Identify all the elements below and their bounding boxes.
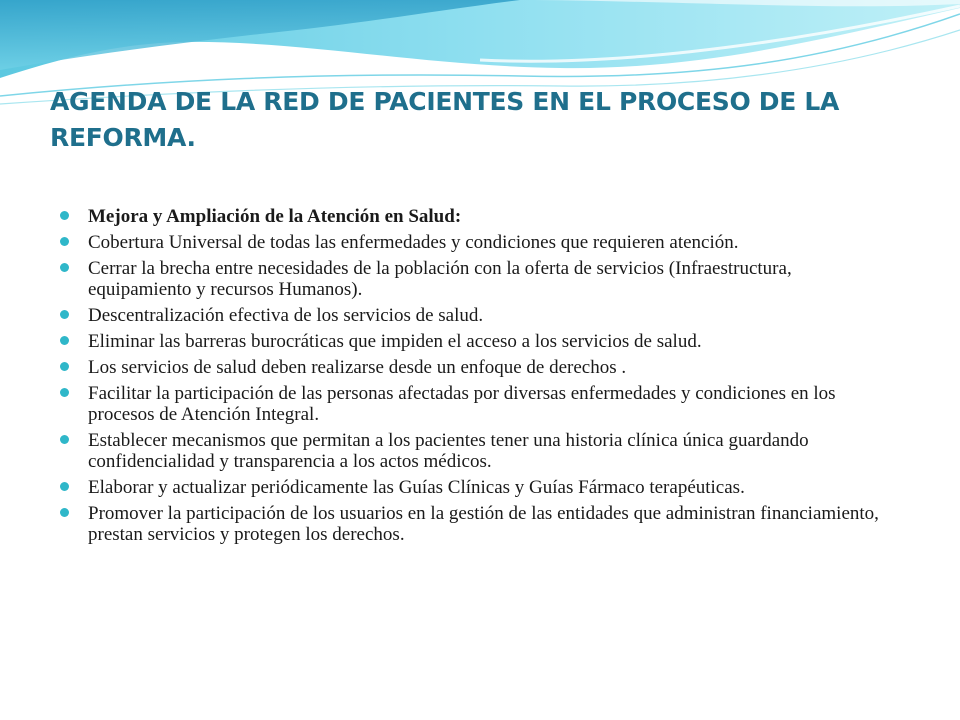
list-item-text: Facilitar la participación de las personas afectadas por diversas enfermedades y condiciones en los procesos de Atención Integral. bbox=[88, 383, 836, 425]
list-item-text: Establecer mecanismos que permitan a los pacientes tener una historia clínica única guardando confidencialidad y transparencia a los actos médicos. bbox=[88, 430, 809, 472]
list-item bbox=[60, 206, 880, 227]
list-item bbox=[60, 232, 880, 253]
bullet-dot-icon bbox=[60, 435, 69, 444]
bullet-dot-icon bbox=[60, 237, 69, 246]
slide-title: AGENDA DE LA RED DE PACIENTES EN EL PROCESO DE LA REFORMA. bbox=[50, 87, 840, 152]
list-item-text: Los servicios de salud deben realizarse desde un enfoque de derechos . bbox=[88, 357, 627, 378]
list-item-text: Cerrar la brecha entre necesidades de la población con la oferta de servicios (Infraestructura, equipamiento y recursos Humanos). bbox=[88, 258, 792, 300]
list-item bbox=[60, 503, 880, 545]
bullet-dot-icon bbox=[60, 211, 69, 220]
bullet-dot-icon bbox=[60, 508, 69, 517]
bullet-dot-icon bbox=[60, 263, 69, 272]
list-item bbox=[60, 477, 880, 498]
list-item-text: Eliminar las barreras burocráticas que impiden el acceso a los servicios de salud. bbox=[88, 331, 702, 352]
bullet-dot-icon bbox=[60, 388, 69, 397]
list-item bbox=[60, 258, 880, 300]
list-item-text: Mejora y Ampliación de la Atención en Salud: bbox=[88, 206, 462, 227]
list-item bbox=[60, 357, 880, 378]
bullet-list bbox=[60, 206, 880, 550]
bullet-dot-icon bbox=[60, 336, 69, 345]
list-item bbox=[60, 383, 880, 425]
list-item-text: Cobertura Universal de todas las enfermedades y condiciones que requieren atención. bbox=[88, 232, 739, 253]
bullet-dot-icon bbox=[60, 482, 69, 491]
bullet-dot-icon bbox=[60, 310, 69, 319]
list-item-text: Promover la participación de los usuarios en la gestión de las entidades que administran financiamiento, prestan servicios y protegen los derechos. bbox=[88, 503, 879, 545]
list-item-text: Elaborar y actualizar periódicamente las Guías Clínicas y Guías Fármaco terapéuticas. bbox=[88, 477, 745, 498]
list-item bbox=[60, 430, 880, 472]
bullet-dot-icon bbox=[60, 362, 69, 371]
list-item-text: Descentralización efectiva de los servicios de salud. bbox=[88, 305, 484, 326]
list-item bbox=[60, 331, 880, 352]
list-item bbox=[60, 305, 880, 326]
